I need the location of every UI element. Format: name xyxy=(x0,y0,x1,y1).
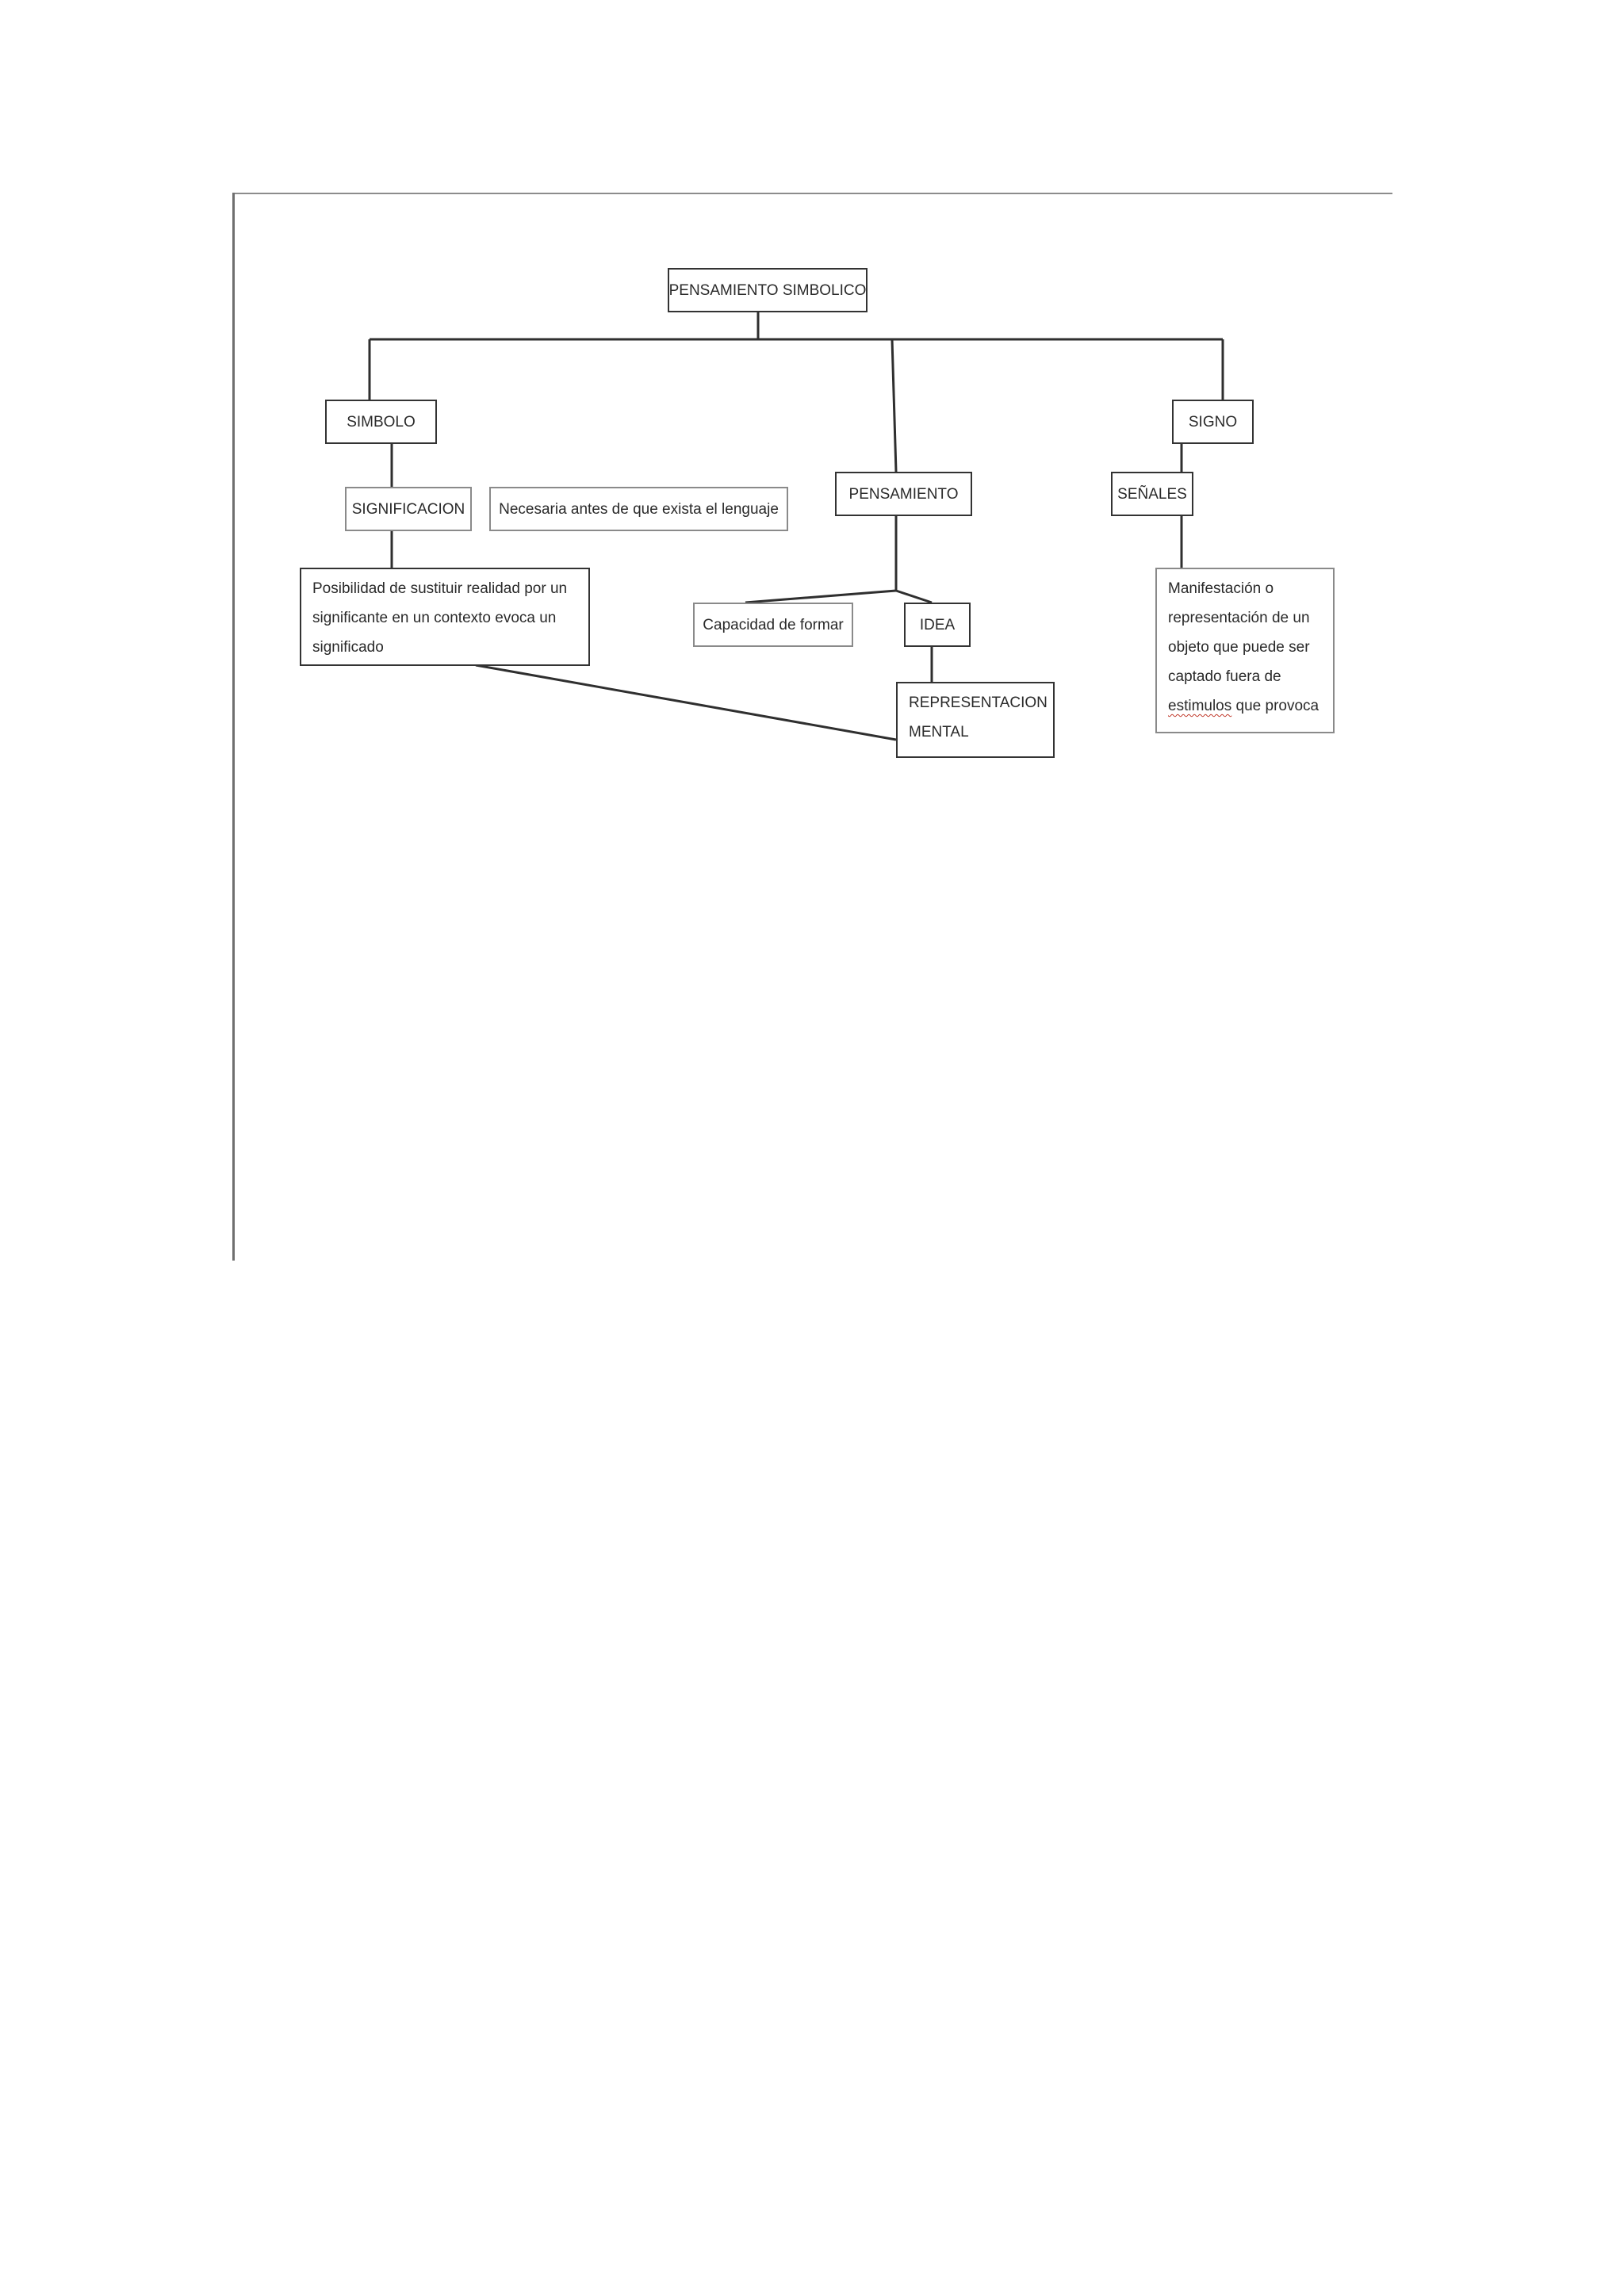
node-capacidad: Capacidad de formar xyxy=(693,603,853,647)
manifestacion-underlined-word: estimulos xyxy=(1168,698,1232,714)
node-pensamiento-simbolico: PENSAMIENTO SIMBOLICO xyxy=(668,268,868,312)
node-idea: IDEA xyxy=(904,603,971,647)
node-simbolo: SIMBOLO xyxy=(325,400,437,444)
connector-fork-capacidad xyxy=(745,591,896,603)
node-representacion-mental: REPRESENTACION MENTAL xyxy=(896,682,1055,758)
node-manifestacion xyxy=(1155,568,1335,733)
node-posibilidad: Posibilidad de sustituir realidad por un significante en un contexto evoca un significado xyxy=(300,568,590,666)
node-signo: SIGNO xyxy=(1172,400,1254,444)
connector-posibilidad-representacion xyxy=(476,665,896,740)
manifestacion-text-end: que provoca xyxy=(1231,698,1320,714)
node-necesaria: Necesaria antes de que exista el lenguaje xyxy=(489,487,788,531)
connector-bar-pensamiento xyxy=(892,339,896,472)
connector-fork-idea xyxy=(896,591,932,603)
manifestacion-text: Manifestación o representación de un objeto que puede ser captado fuera de xyxy=(1168,580,1310,685)
node-pensamiento: PENSAMIENTO xyxy=(835,472,972,516)
node-significacion: SIGNIFICACION xyxy=(345,487,472,531)
node-senales: SEÑALES xyxy=(1111,472,1193,516)
